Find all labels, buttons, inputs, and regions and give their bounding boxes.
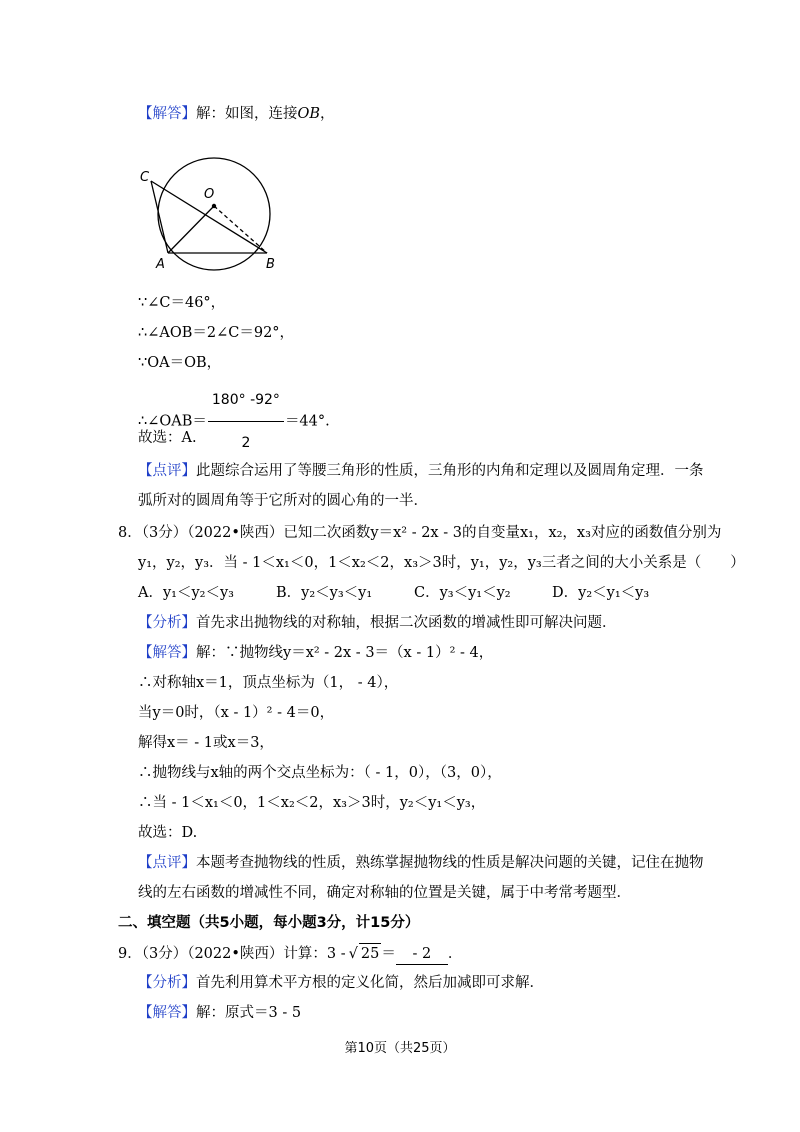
option-b: B．y₂＜y₃＜y₁ <box>276 585 373 601</box>
option-a: A．y₁＜y₂＜y₃ <box>138 585 234 601</box>
q8-comment-1 <box>138 853 704 873</box>
analysis-tag: 【分析】 <box>138 615 196 631</box>
solution-step-7: 故选：D. <box>138 825 198 841</box>
q7-comment-line-2: 弧所对的圆周角等于它所对的圆心角的一半． <box>138 493 428 509</box>
solution-tag: 【解答】 <box>138 645 196 661</box>
analysis-text: 首先利用算术平方根的定义化简，然后加减即可求解． <box>196 975 544 991</box>
center-point <box>212 204 216 208</box>
fraction <box>208 380 284 463</box>
q7-solution-line <box>138 104 335 124</box>
q9-analysis <box>138 973 544 993</box>
label-b: B <box>266 257 275 272</box>
fraction-numerator: 180° -92° <box>208 380 284 422</box>
option-d: D．y₂＜y₁＜y₃ <box>552 585 650 601</box>
solution-step-1: 解：原式＝3 - 5 <box>196 1005 302 1021</box>
answer-blank: - 2 <box>396 944 448 965</box>
section-title: 二、填空题（共5小题，每小题3分，计15分） <box>118 915 420 931</box>
solution-tag: 【解答】 <box>138 106 196 122</box>
comment-tag: 【点评】 <box>138 463 196 479</box>
solution-step-5: ∴抛物线与x轴的两个交点坐标为：（ - 1，0），（3，0）， <box>138 765 502 781</box>
segment-ob-dashed <box>214 206 267 253</box>
sqrt-sign: √ <box>348 946 358 962</box>
solution-step-6: ∴当 - 1＜x₁＜0，1＜x₂＜2，x₃＞3时，y₂＜y₁＜y₃， <box>138 795 486 811</box>
q7-comment-line-1 <box>138 461 704 481</box>
step-1: ∵∠C＝46°， <box>138 295 226 311</box>
step-4-pre: ∴∠OAB＝ <box>138 413 207 430</box>
q8-stem-line-2: y₁，y₂，y₃．当 - 1＜x₁＜0，1＜x₂＜2，x₃＞3时，y₁，y₂，y₃三者之间的大小关系是（ ） <box>138 555 745 571</box>
q8-function: y＝x² - 2x - 3 <box>370 525 462 541</box>
step-2: ∴∠AOB＝2∠C＝92°， <box>138 325 295 341</box>
solution-intro: 解：如图，连接 <box>196 106 298 122</box>
circle-figure <box>138 156 308 276</box>
sqrt-radicand: 25 <box>359 943 381 964</box>
q8-analysis <box>138 613 617 633</box>
q8-vars: x₁，x₂，x₃ <box>519 525 591 541</box>
q8-head-3: 对应的函数值分别为 <box>590 525 722 541</box>
label-a: A <box>156 257 165 272</box>
q8-solution-1 <box>138 643 493 663</box>
q8-stem-line-1 <box>118 523 721 543</box>
answer-choice: 故选：A. <box>138 430 197 446</box>
page-footer: 第10页（共25页） <box>344 1041 456 1056</box>
q9-solution <box>138 1003 301 1023</box>
solution-intro-end: ， <box>320 106 335 122</box>
fraction-denominator: 2 <box>241 435 251 451</box>
comment-text-1: 此题综合运用了等腰三角形的性质，三角形的内角和定理以及圆周角定理．一条 <box>196 463 704 479</box>
q9-equals: ＝ <box>381 946 396 962</box>
segment-ca <box>151 181 168 253</box>
label-c: C <box>140 170 150 185</box>
q8-head-2: 的自变量 <box>461 525 520 541</box>
solution-step-1: 解：∵抛物线y＝x² - 2x - 3＝（x - 1）² - 4， <box>196 645 494 661</box>
segment-ao <box>168 206 214 253</box>
solution-tag: 【解答】 <box>138 1005 196 1021</box>
solution-intro-var: OB <box>297 106 321 122</box>
q9-end: ． <box>447 946 463 962</box>
analysis-text: 首先求出抛物线的对称轴，根据二次函数的增减性即可解决问题． <box>196 615 617 631</box>
option-c: C．y₃＜y₁＜y₂ <box>414 585 511 601</box>
step-4-post: ＝44°. <box>284 413 330 430</box>
step-3: ∵OA＝OB， <box>138 355 222 371</box>
comment-tag: 【点评】 <box>138 855 196 871</box>
analysis-tag: 【分析】 <box>138 975 196 991</box>
solution-step-3: 当y＝0时，（x - 1）² - 4＝0， <box>138 705 335 721</box>
step-4 <box>138 380 330 463</box>
label-o: O <box>204 187 215 202</box>
comment-text-1: 本题考查抛物线的性质，熟练掌握抛物线的性质是解决问题的关键，记住在抛物 <box>196 855 704 871</box>
solution-step-2: ∴对称轴x＝1，顶点坐标为（1， - 4）， <box>138 675 399 691</box>
solution-step-4: 解得x＝ - 1或x＝3， <box>138 735 274 751</box>
q9-head: 9．（3分）（2022•陕西）计算：3 - <box>118 946 346 962</box>
q8-head: 8．（3分）（2022•陕西）已知二次函数 <box>118 525 371 541</box>
q9-stem <box>118 943 462 965</box>
q8-comment-2: 线的左右函数的增减性不同，确定对称轴的位置是关键，属于中考常考题型． <box>138 885 631 901</box>
